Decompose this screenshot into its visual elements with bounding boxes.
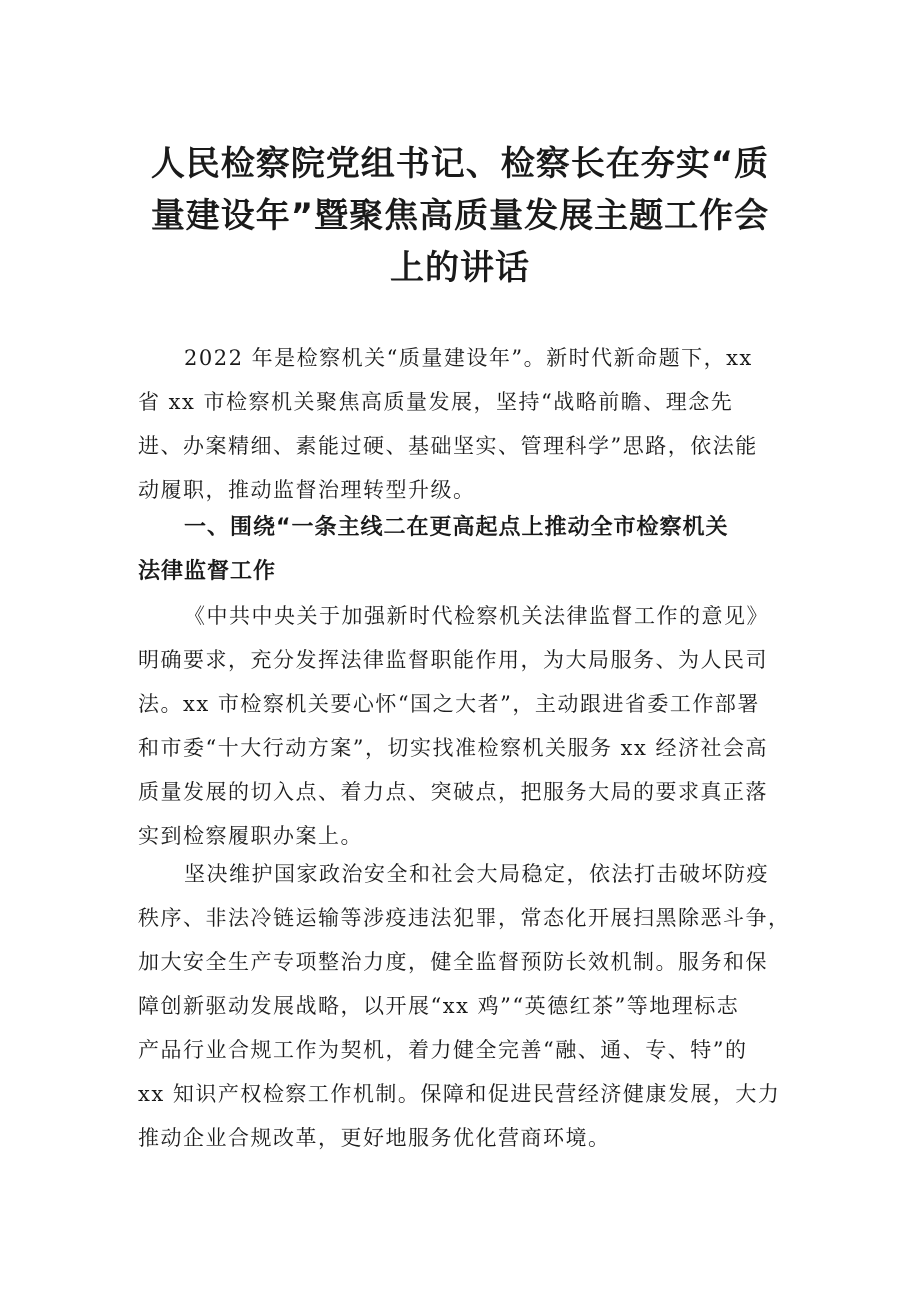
heading-line: 法律监督工作 (138, 559, 277, 584)
paragraph-line: 和市委“十大行动方案”，切实找准检察机关服务 xx 经济社会高 (138, 736, 769, 760)
section-paragraph (138, 594, 798, 858)
intro-paragraph (138, 336, 798, 512)
heading-line: 一、围绕“一条主线二在更高起点上推动全市检察机关 (184, 515, 729, 540)
paragraph-line: 进、办案精细、素能过硬、基础坚实、管理科学”思路，依法能 (138, 434, 758, 458)
paragraph-line: 坚决维护国家政治安全和社会大局稳定，依法打击破坏防疫 (184, 862, 769, 886)
section-paragraph (138, 852, 798, 1160)
paragraph-line: 明确要求，充分发挥法律监督职能作用，为大局服务、为人民司 (138, 648, 768, 672)
paragraph-line: 实到检察履职办案上。 (138, 824, 363, 848)
paragraph-line: 质量发展的切入点、着力点、突破点，把服务大局的要求真正落 (138, 780, 768, 804)
paragraph-line: 障创新驱动发展战略，以开展“xx 鸡”“英德红茶”等地理标志 (138, 994, 740, 1018)
paragraph-line: 《中共中央关于加强新时代检察机关法律监督工作的意见》 (184, 604, 769, 628)
paragraph-line: xx 知识产权检察工作机制。保障和促进民营经济健康发展，大力 (138, 1082, 781, 1106)
paragraph-line: 产品行业合规工作为契机，着力健全完善“融、通、专、特”的 (138, 1038, 748, 1062)
paragraph-line: 秩序、非法冷链运输等涉疫违法犯罪，常态化开展扫黑除恶斗争， (138, 906, 791, 930)
title-line: 人民检察院党组书记、检察长在夯实“质 (150, 144, 770, 184)
paragraph-line: 推动企业合规改革，更好地服务优化营商环境。 (138, 1126, 611, 1150)
document-title (140, 138, 780, 294)
paragraph-line: 动履职，推动监督治理转型升级。 (138, 478, 476, 502)
section-heading (138, 506, 798, 594)
paragraph-line: 省 xx 市检察机关聚焦高质量发展，坚持“战略前瞻、理念先 (138, 390, 734, 414)
title-line: 上的讲话 (390, 248, 530, 288)
paragraph-line: 加大安全生产专项整治力度，健全监督预防长效机制。服务和保 (138, 950, 768, 974)
paragraph-line: 2022 年是检察机关“质量建设年”。新时代新命题下，xx (184, 346, 753, 370)
paragraph-line: 法。xx 市检察机关要心怀“国之大者”，主动跟进省委工作部署 (138, 692, 760, 716)
title-line: 量建设年”暨聚焦高质量发展主题工作会 (150, 196, 770, 236)
